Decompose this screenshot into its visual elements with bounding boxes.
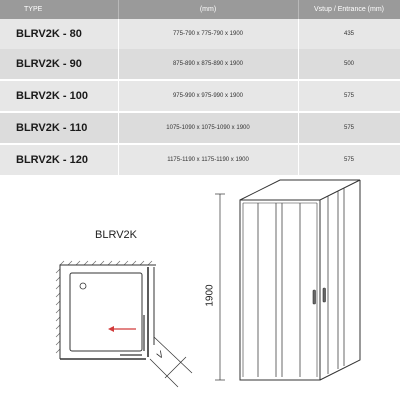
door-handles xyxy=(313,288,326,304)
row-type: BLRV2K - 110 xyxy=(0,112,118,144)
table-row xyxy=(0,19,400,49)
plan-view-label: BLRV2K xyxy=(95,229,137,241)
table-row xyxy=(0,49,400,80)
row-dimensions: 1175-1190 x 1175-1190 x 1900 xyxy=(118,144,298,175)
header-dimensions: (mm) xyxy=(118,0,298,19)
drain-icon xyxy=(80,283,86,289)
table-row xyxy=(0,112,400,144)
sliding-panels xyxy=(258,188,344,377)
plan-view-diagram xyxy=(50,255,200,395)
row-type: BLRV2K - 100 xyxy=(0,80,118,112)
row-dimensions: 975-990 x 975-990 x 1900 xyxy=(118,80,298,112)
row-entrance: 575 xyxy=(298,112,400,144)
row-dimensions: 1075-1090 x 1075-1090 x 1900 xyxy=(118,112,298,144)
row-dimensions: 875-890 x 875-890 x 1900 xyxy=(118,49,298,80)
row-entrance: 500 xyxy=(298,49,400,80)
door-panels xyxy=(120,315,144,355)
shower-walls xyxy=(60,265,156,359)
row-entrance: 435 xyxy=(298,19,400,49)
elevation-view-diagram xyxy=(200,172,400,400)
spec-table xyxy=(0,0,400,175)
height-dimension xyxy=(215,194,225,380)
table-row xyxy=(0,80,400,112)
entrance-width-label: V xyxy=(154,349,166,361)
table-row xyxy=(0,144,400,175)
height-dimension-label: 1900 xyxy=(204,284,216,307)
header-type: TYPE xyxy=(0,0,118,19)
row-type: BLRV2K - 120 xyxy=(0,144,118,175)
row-entrance: 575 xyxy=(298,144,400,175)
row-entrance: 575 xyxy=(298,80,400,112)
entrance-dimension xyxy=(150,337,192,387)
row-type: BLRV2K - 80 xyxy=(0,19,118,49)
entrance-arrow-icon xyxy=(108,326,136,332)
row-dimensions: 775-790 x 775-790 x 1900 xyxy=(118,19,298,49)
header-entrance: Vstup / Entrance (mm) xyxy=(298,0,400,19)
table-header-row xyxy=(0,0,400,19)
row-type: BLRV2K - 90 xyxy=(0,49,118,80)
